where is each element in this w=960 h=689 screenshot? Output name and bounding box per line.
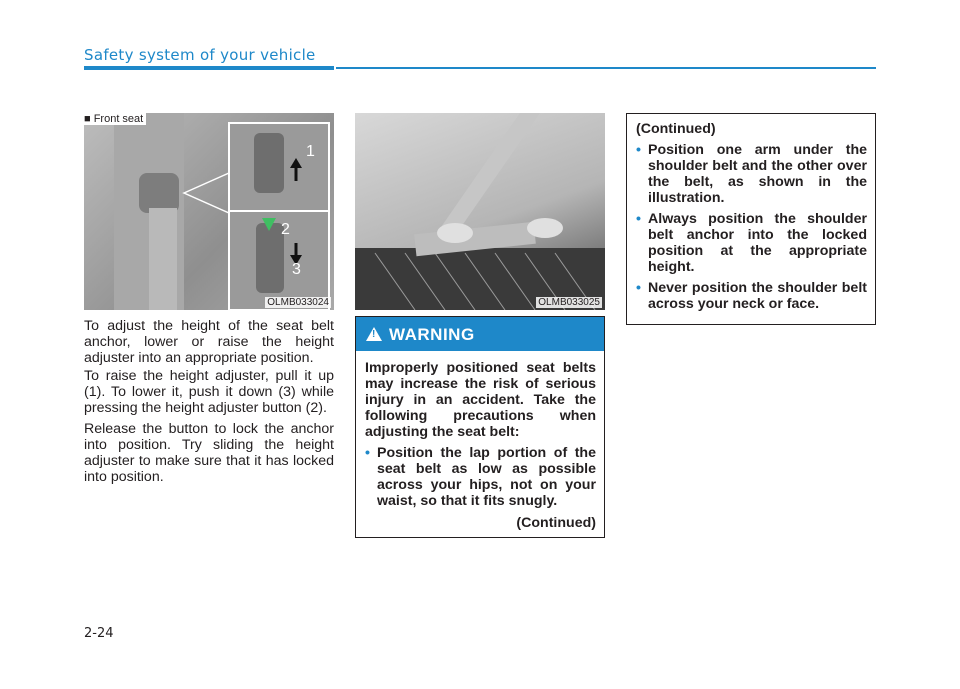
figure-label: ■ Front seat: [84, 113, 146, 125]
warning-label: WARNING: [389, 325, 475, 344]
callout-2: 2: [281, 221, 290, 238]
seat-belt-adjuster-illustration: [84, 113, 334, 310]
lap-belt-illustration: [355, 113, 605, 310]
callout-3: 3: [292, 261, 301, 278]
bullet-text: Position the lap portion of the seat belt as low as possible across your hips, not on your waist, so that it fits snugly.: [377, 445, 596, 509]
page-number: 2-24: [84, 626, 114, 641]
figure-code: OLMB033025: [538, 297, 600, 308]
continued-bullet: [636, 280, 867, 312]
warning-intro: Improperly positioned seat belts may increase the risk of serious injury in an accident. Take the following precautions when adjusting the seat belt:: [365, 360, 596, 440]
bullet-dot-icon: •: [365, 445, 370, 461]
section-title: Safety system of your vehicle: [84, 46, 316, 64]
warning-triangle-mark: !: [372, 329, 376, 340]
continued-heading: (Continued): [636, 121, 716, 137]
warning-box: [355, 316, 605, 538]
continued-box: [626, 113, 876, 325]
warning-bullet: [365, 445, 596, 509]
body-paragraph: To adjust the height of the seat belt anchor, lower or raise the height adjuster into an appropriate position.: [84, 318, 334, 366]
continued-bullet: [636, 142, 867, 206]
continued-bullet: [636, 211, 867, 275]
header-rule-thin: [336, 67, 876, 69]
body-paragraph: Release the button to lock the anchor into position. Try sliding the height adjuster to make sure that it has locked into position.: [84, 421, 334, 485]
figure-lap-belt: [355, 113, 605, 310]
body-paragraph: To raise the height adjuster, pull it up (1). To lower it, push it down (3) while pressing the height adjuster button (2).: [84, 368, 334, 416]
warning-header: [356, 317, 604, 351]
figure-code: OLMB033024: [267, 297, 329, 308]
bullet-text: Always position the shoulder belt anchor into the locked position at the appropriate height.: [648, 211, 867, 275]
bullet-dot-icon: •: [636, 280, 641, 296]
bullet-text: Never position the shoulder belt across your neck or face.: [648, 280, 867, 312]
bullet-text: Position one arm under the shoulder belt and the other over the belt, as shown in the illustration.: [648, 142, 867, 206]
bullet-dot-icon: •: [636, 142, 641, 158]
bullet-dot-icon: •: [636, 211, 641, 227]
header-rule: [84, 66, 334, 70]
figure-front-seat: [84, 113, 334, 310]
callout-1: 1: [306, 143, 315, 160]
warning-body: [356, 351, 604, 531]
continued-label: (Continued): [516, 515, 596, 531]
